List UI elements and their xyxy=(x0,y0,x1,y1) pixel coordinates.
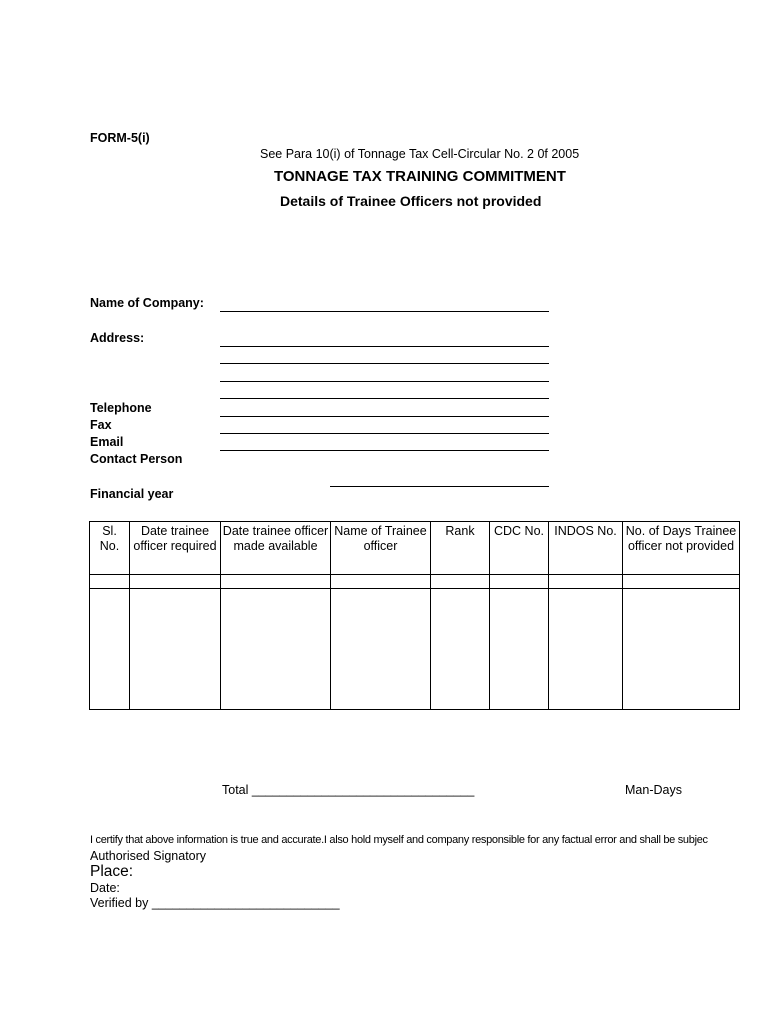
table-cell[interactable] xyxy=(490,575,549,589)
telephone-field-line[interactable] xyxy=(220,416,549,417)
total-man-days: Total ________________________________ xyxy=(222,783,475,797)
table-cell[interactable] xyxy=(130,589,221,710)
address-field-line[interactable] xyxy=(220,398,549,399)
verified-by-label: Verified by ___________________________ xyxy=(90,896,340,910)
table-cell[interactable] xyxy=(130,575,221,589)
table-cell[interactable] xyxy=(431,575,490,589)
address-field-line[interactable] xyxy=(220,346,549,347)
email-field-line[interactable] xyxy=(220,450,549,451)
address-field-line[interactable] xyxy=(220,381,549,382)
table-cell[interactable] xyxy=(623,575,740,589)
table-cell[interactable] xyxy=(331,589,431,710)
certification-statement: I certify that above information is true and accurate.I also hold myself and company responsible for any factual error and shall be subjec xyxy=(90,834,708,846)
financial-year-field-line[interactable] xyxy=(330,486,549,487)
table-row xyxy=(90,575,740,589)
company-label: Name of Company: xyxy=(90,296,204,310)
table-cell[interactable] xyxy=(549,575,623,589)
man-days-label: Man-Days xyxy=(625,783,682,797)
table-cell[interactable] xyxy=(90,589,130,710)
address-label: Address: xyxy=(90,331,145,345)
column-header-indos-no: INDOS No. xyxy=(549,522,623,575)
table-cell[interactable] xyxy=(623,589,740,710)
company-field-line[interactable] xyxy=(220,311,549,312)
form-subtitle: Details of Trainee Officers not provided xyxy=(280,193,542,209)
financial-year-label: Financial year xyxy=(90,487,174,501)
table-cell[interactable] xyxy=(221,589,331,710)
table-cell[interactable] xyxy=(90,575,130,589)
authorised-signatory-label: Authorised Signatory xyxy=(90,849,207,863)
form-number: FORM-5(i) xyxy=(90,131,150,145)
column-header-cdc-no: CDC No. xyxy=(490,522,549,575)
column-header-days-not-provided: No. of Days Trainee officer not provided xyxy=(623,522,740,575)
column-header-date-required: Date trainee officer required xyxy=(130,522,221,575)
circular-reference: See Para 10(i) of Tonnage Tax Cell-Circular No. 2 0f 2005 xyxy=(260,147,580,161)
email-label: Email xyxy=(90,435,124,449)
column-header-trainee-name: Name of Trainee officer xyxy=(331,522,431,575)
contact-person-label: Contact Person xyxy=(90,452,183,466)
column-header-sl-no: Sl. No. xyxy=(90,522,130,575)
table-cell[interactable] xyxy=(331,575,431,589)
telephone-label: Telephone xyxy=(90,401,152,415)
address-field-line[interactable] xyxy=(220,363,549,364)
date-label: Date: xyxy=(90,881,120,895)
fax-field-line[interactable] xyxy=(220,433,549,434)
fax-label: Fax xyxy=(90,418,112,432)
table-row xyxy=(90,589,740,710)
form-title: TONNAGE TAX TRAINING COMMITMENT xyxy=(274,168,566,185)
table-cell[interactable] xyxy=(431,589,490,710)
table-cell[interactable] xyxy=(221,575,331,589)
place-label: Place: xyxy=(90,863,134,880)
trainee-officers-table xyxy=(89,521,740,710)
column-header-rank: Rank xyxy=(431,522,490,575)
column-header-date-available: Date trainee officer made available xyxy=(221,522,331,575)
table-cell[interactable] xyxy=(549,589,623,710)
table-cell[interactable] xyxy=(490,589,549,710)
